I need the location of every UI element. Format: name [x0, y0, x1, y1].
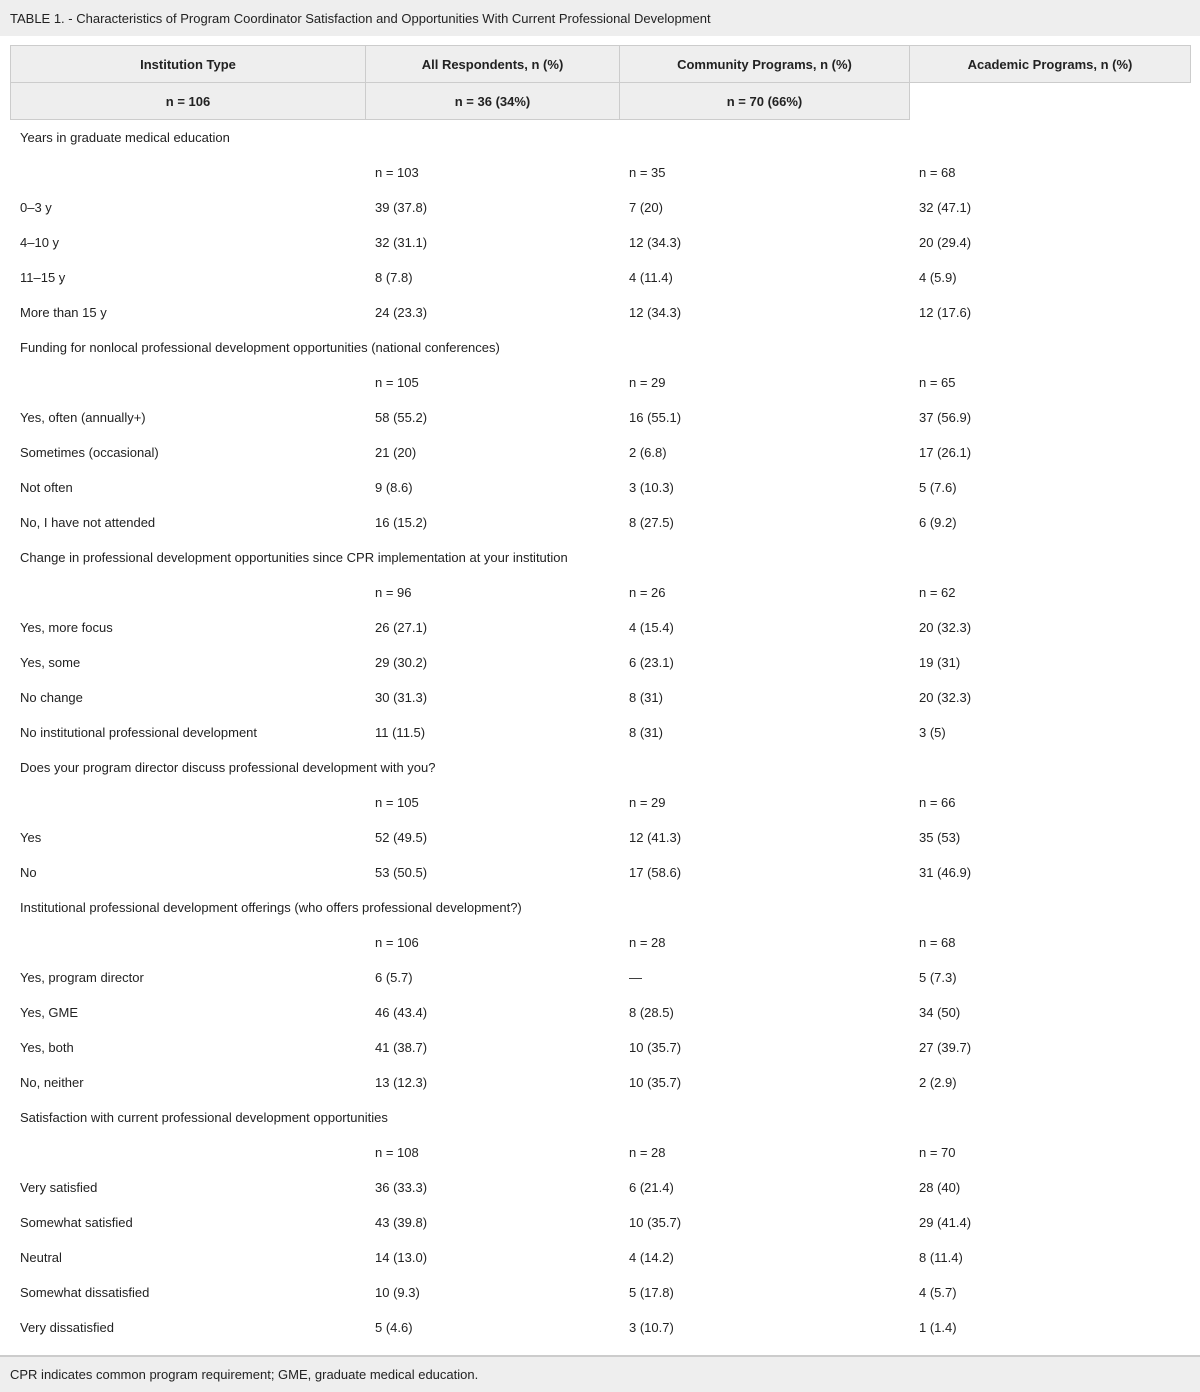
table-footnote: CPR indicates common program requirement; GME, graduate medical education. [10, 1367, 479, 1382]
community-programs-cell: 2 (6.8) [629, 445, 667, 460]
community-programs-cell: 8 (31) [629, 725, 663, 740]
academic-programs-cell: 4 (5.7) [919, 1285, 957, 1300]
row-label: Not often [20, 480, 73, 495]
section-row [10, 890, 1190, 925]
row-label: No, neither [20, 1075, 84, 1090]
table-row [10, 400, 1190, 435]
row-label: Sometimes (occasional) [20, 445, 159, 460]
table-row [10, 1205, 1190, 1240]
section-label: Institutional professional development offerings (who offers professional development?) [20, 900, 522, 915]
table-footnote-bar [0, 1357, 1200, 1392]
academic-programs-cell: 5 (7.6) [919, 480, 957, 495]
academic-programs-cell: 20 (29.4) [919, 235, 972, 250]
table-row [10, 155, 1190, 190]
table-row [10, 960, 1190, 995]
all-respondents-cell: 8 (7.8) [375, 270, 413, 285]
section-label: Does your program director discuss professional development with you? [20, 760, 436, 775]
table-row [10, 1310, 1190, 1345]
row-label: Yes [20, 830, 42, 845]
all-respondents-cell: 41 (38.7) [375, 1040, 428, 1055]
table-row [10, 1030, 1190, 1065]
academic-programs-cell: 8 (11.4) [919, 1250, 963, 1265]
academic-programs-cell: n = 68 [919, 935, 956, 950]
table-caption-bar [0, 0, 1200, 36]
community-programs-cell: 3 (10.3) [629, 480, 674, 495]
academic-programs-cell: 17 (26.1) [919, 445, 972, 460]
all-respondents-cell: n = 106 [375, 935, 419, 950]
row-label: Yes, both [20, 1040, 74, 1055]
all-respondents-cell: 14 (13.0) [375, 1250, 428, 1265]
all-respondents-cell: n = 103 [375, 165, 419, 180]
academic-programs-cell: 34 (50) [919, 1005, 961, 1020]
all-respondents-cell: 6 (5.7) [375, 970, 413, 985]
table-row [10, 575, 1190, 610]
table-row [10, 470, 1190, 505]
academic-programs-cell: n = 62 [919, 585, 956, 600]
community-programs-cell: 12 (41.3) [629, 830, 682, 845]
table-row [10, 925, 1190, 960]
all-respondents-cell: n = 108 [375, 1145, 419, 1160]
row-label: Yes, some [20, 655, 81, 670]
row-label: More than 15 y [20, 305, 107, 320]
table-row [10, 365, 1190, 400]
academic-programs-cell: 35 (53) [919, 830, 961, 845]
table-row [10, 715, 1190, 750]
table-body [10, 120, 1190, 1345]
table-row [10, 995, 1190, 1030]
academic-programs-cell: 32 (47.1) [919, 200, 972, 215]
community-programs-cell: 5 (17.8) [629, 1285, 674, 1300]
all-respondents-cell: 16 (15.2) [375, 515, 428, 530]
table-row [10, 680, 1190, 715]
academic-programs-cell: 27 (39.7) [919, 1040, 972, 1055]
community-programs-cell: — [629, 970, 642, 985]
row-label: No change [20, 690, 83, 705]
community-programs-cell: n = 26 [629, 585, 666, 600]
header-empty-cell [910, 83, 1191, 120]
table-row [10, 820, 1190, 855]
table-row [10, 505, 1190, 540]
academic-programs-cell: 12 (17.6) [919, 305, 972, 320]
academic-programs-cell: n = 70 [919, 1145, 956, 1160]
all-respondents-cell: 53 (50.5) [375, 865, 428, 880]
header-academic-n: n = 70 (66%) [620, 83, 910, 120]
header-row-2 [11, 83, 1191, 120]
row-label: 11–15 y [20, 270, 66, 285]
all-respondents-cell: 52 (49.5) [375, 830, 428, 845]
section-label: Funding for nonlocal professional development opportunities (national conferences) [20, 340, 500, 355]
table-row [10, 1275, 1190, 1310]
all-respondents-cell: 36 (33.3) [375, 1180, 428, 1195]
section-row [10, 750, 1190, 785]
row-label: No institutional professional development [20, 725, 258, 740]
community-programs-cell: 12 (34.3) [629, 305, 682, 320]
academic-programs-cell: 37 (56.9) [919, 410, 972, 425]
all-respondents-cell: 9 (8.6) [375, 480, 413, 495]
all-respondents-cell: n = 105 [375, 795, 419, 810]
academic-programs-cell: n = 65 [919, 375, 956, 390]
section-label: Satisfaction with current professional development opportunities [20, 1110, 388, 1125]
academic-programs-cell: 20 (32.3) [919, 690, 972, 705]
academic-programs-cell: 2 (2.9) [919, 1075, 957, 1090]
table-row [10, 1135, 1190, 1170]
table-row [10, 190, 1190, 225]
table-row [10, 295, 1190, 330]
all-respondents-cell: 10 (9.3) [375, 1285, 420, 1300]
all-respondents-cell: 26 (27.1) [375, 620, 428, 635]
row-label: No [20, 865, 37, 880]
table-header [10, 45, 1191, 120]
table-row [10, 435, 1190, 470]
table-caption: TABLE 1. - Characteristics of Program Coordinator Satisfaction and Opportunities With Current Professional Development [10, 10, 711, 26]
section-row [10, 330, 1190, 365]
academic-programs-cell: 6 (9.2) [919, 515, 957, 530]
row-label: 0–3 y [20, 200, 52, 215]
row-label: Very dissatisfied [20, 1320, 114, 1335]
academic-programs-cell: 5 (7.3) [919, 970, 957, 985]
community-programs-cell: n = 29 [629, 795, 666, 810]
academic-programs-cell: n = 66 [919, 795, 956, 810]
academic-programs-cell: 4 (5.9) [919, 270, 957, 285]
table-row [10, 1065, 1190, 1100]
row-label: Yes, often (annually+) [20, 410, 146, 425]
row-label: No, I have not attended [20, 515, 156, 530]
all-respondents-cell: 11 (11.5) [375, 725, 426, 740]
community-programs-cell: 3 (10.7) [629, 1320, 674, 1335]
academic-programs-cell: n = 68 [919, 165, 956, 180]
table-row [10, 785, 1190, 820]
section-row [10, 540, 1190, 575]
header-institution-type: Institution Type [11, 46, 366, 83]
row-label: Very satisfied [20, 1180, 98, 1195]
all-respondents-cell: 21 (20) [375, 445, 417, 460]
community-programs-cell: 7 (20) [629, 200, 663, 215]
row-label: 4–10 y [20, 235, 60, 250]
header-row-1 [11, 46, 1191, 83]
table-row [10, 610, 1190, 645]
academic-programs-cell: 31 (46.9) [919, 865, 972, 880]
all-respondents-cell: 24 (23.3) [375, 305, 428, 320]
community-programs-cell: 10 (35.7) [629, 1215, 682, 1230]
header-academic-programs: Academic Programs, n (%) [910, 46, 1191, 83]
row-label: Somewhat satisfied [20, 1215, 133, 1230]
table-row [10, 1240, 1190, 1275]
community-programs-cell: 4 (15.4) [629, 620, 674, 635]
academic-programs-cell: 28 (40) [919, 1180, 961, 1195]
all-respondents-cell: n = 105 [375, 375, 419, 390]
row-label: Somewhat dissatisfied [20, 1285, 150, 1300]
section-row [10, 120, 1190, 155]
community-programs-cell: 10 (35.7) [629, 1040, 682, 1055]
community-programs-cell: 10 (35.7) [629, 1075, 682, 1090]
academic-programs-cell: 19 (31) [919, 655, 961, 670]
community-programs-cell: 8 (31) [629, 690, 663, 705]
header-community-n: n = 36 (34%) [366, 83, 620, 120]
community-programs-cell: n = 28 [629, 935, 666, 950]
community-programs-cell: n = 35 [629, 165, 666, 180]
table-row [10, 645, 1190, 680]
community-programs-cell: 6 (21.4) [629, 1180, 674, 1195]
section-label: Years in graduate medical education [20, 130, 230, 145]
section-label: Change in professional development opportunities since CPR implementation at your institution [20, 550, 568, 565]
row-label: Yes, GME [20, 1005, 79, 1020]
all-respondents-cell: 43 (39.8) [375, 1215, 428, 1230]
all-respondents-cell: 29 (30.2) [375, 655, 428, 670]
academic-programs-cell: 1 (1.4) [919, 1320, 957, 1335]
all-respondents-cell: 30 (31.3) [375, 690, 428, 705]
community-programs-cell: n = 28 [629, 1145, 666, 1160]
community-programs-cell: n = 29 [629, 375, 666, 390]
all-respondents-cell: 13 (12.3) [375, 1075, 428, 1090]
header-total-n: n = 106 [11, 83, 366, 120]
table-row [10, 225, 1190, 260]
table-row [10, 1170, 1190, 1205]
academic-programs-cell: 20 (32.3) [919, 620, 972, 635]
community-programs-cell: 17 (58.6) [629, 865, 682, 880]
table-row [10, 855, 1190, 890]
row-label: Yes, more focus [20, 620, 113, 635]
row-label: Yes, program director [20, 970, 144, 985]
header-community-programs: Community Programs, n (%) [620, 46, 910, 83]
section-row [10, 1100, 1190, 1135]
academic-programs-cell: 29 (41.4) [919, 1215, 972, 1230]
all-respondents-cell: 32 (31.1) [375, 235, 428, 250]
all-respondents-cell: 46 (43.4) [375, 1005, 428, 1020]
community-programs-cell: 4 (14.2) [629, 1250, 674, 1265]
community-programs-cell: 8 (27.5) [629, 515, 674, 530]
community-programs-cell: 8 (28.5) [629, 1005, 674, 1020]
all-respondents-cell: 58 (55.2) [375, 410, 428, 425]
community-programs-cell: 6 (23.1) [629, 655, 674, 670]
all-respondents-cell: 39 (37.8) [375, 200, 428, 215]
academic-programs-cell: 3 (5) [919, 725, 946, 740]
all-respondents-cell: n = 96 [375, 585, 412, 600]
community-programs-cell: 12 (34.3) [629, 235, 682, 250]
row-label: Neutral [20, 1250, 62, 1265]
all-respondents-cell: 5 (4.6) [375, 1320, 413, 1335]
table-row [10, 260, 1190, 295]
community-programs-cell: 4 (11.4) [629, 270, 673, 285]
community-programs-cell: 16 (55.1) [629, 410, 682, 425]
header-all-respondents: All Respondents, n (%) [366, 46, 620, 83]
